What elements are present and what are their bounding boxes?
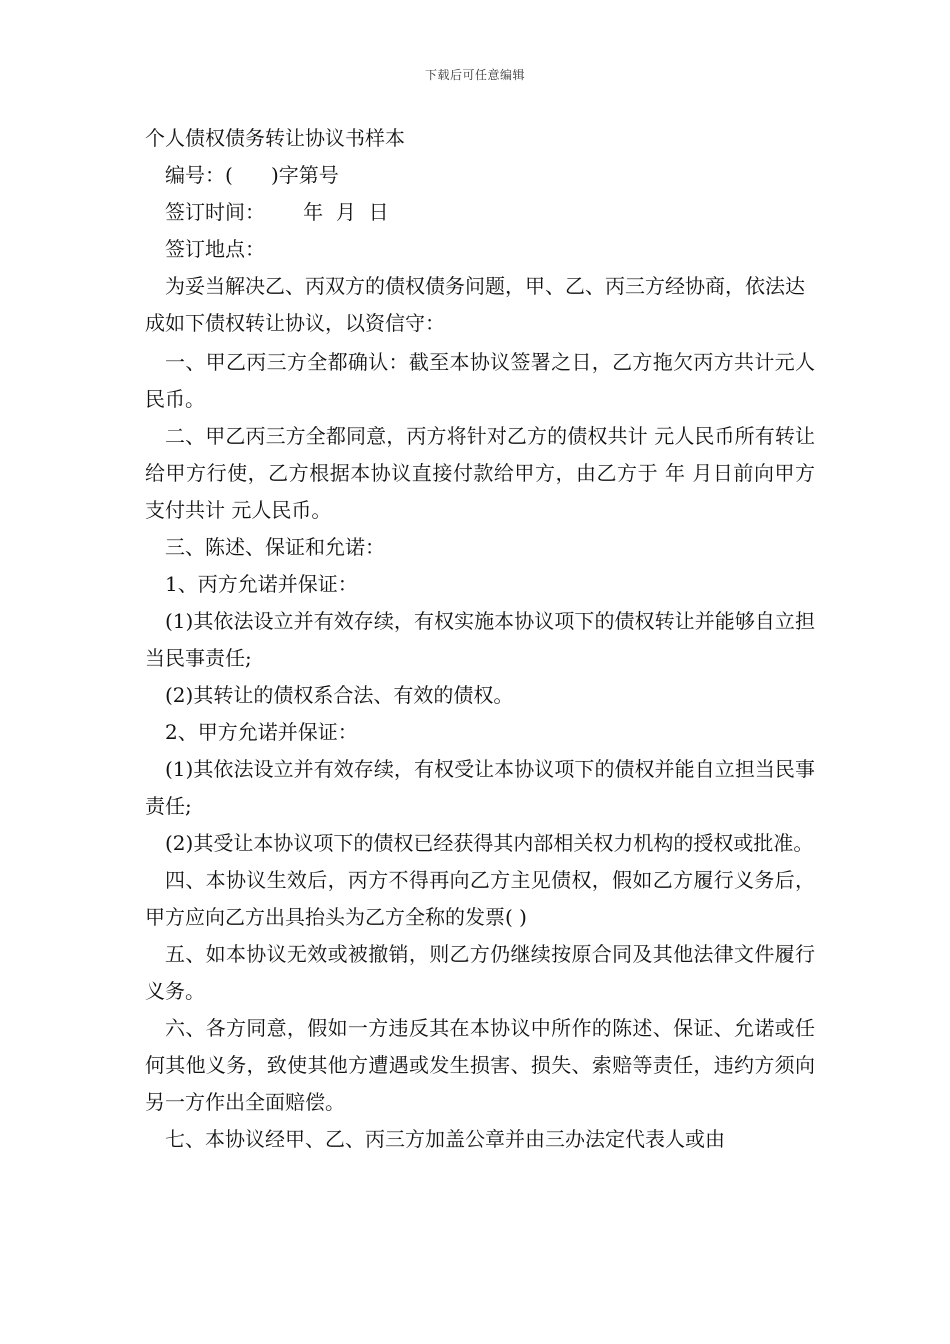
- clause-3-heading: 三、陈述、保证和允诺：: [165, 535, 385, 559]
- clause-3-1-item-1: (1)其依法设立并有效存续，有权实施本协议项下的债权转让并能够自立担当民事责任;: [145, 609, 815, 670]
- clause-2: 二、甲乙丙三方全都同意，丙方将针对乙方的债权共计 元人民币所有转让给甲方行使，乙方根据本协议直接付款给甲方，由乙方于 年 月日前向甲方支付共计 元人民币。: [145, 424, 815, 522]
- document-number: 编号：( )字第号: [165, 163, 339, 187]
- clause-1: 一、甲乙丙三方全都确认：截至本协议签署之日，乙方拖欠丙方共计元人民币。: [145, 350, 815, 411]
- clause-3-2-item-2: (2)其受让本协议项下的债权已经获得其内部相关权力机构的授权或批准。: [165, 831, 814, 855]
- document-title: 个人债权债务转让协议书样本: [145, 126, 405, 150]
- clause-4: 四、本协议生效后，丙方不得再向乙方主见债权，假如乙方履行义务后，甲方应向乙方出具抬头为乙方全称的发票( ): [145, 868, 815, 929]
- page-header-note: 下载后可任意编辑: [424, 68, 525, 82]
- intro-paragraph: 为妥当解决乙、丙双方的债权债务问题，甲、乙、丙三方经协商，依法达成如下债权转让协议，以资信守：: [145, 274, 805, 335]
- clause-5: 五、如本协议无效或被撤销，则乙方仍继续按原合同及其他法律文件履行义务。: [145, 942, 815, 1003]
- clause-3-1-heading: 1、丙方允诺并保证：: [165, 572, 358, 596]
- clause-6: 六、各方同意，假如一方违反其在本协议中所作的陈述、保证、允诺或任何其他义务，致使其他方遭遇或发生损害、损失、索赔等责任，违约方须向另一方作出全面赔偿。: [145, 1016, 815, 1114]
- document-body: [145, 120, 815, 1158]
- clause-7: 七、本协议经甲、乙、丙三方加盖公章并由三办法定代表人或由: [165, 1127, 725, 1151]
- clause-3-2-item-1: (1)其依法设立并有效存续，有权受让本协议项下的债权并能自立担当民事责任;: [145, 757, 815, 818]
- sign-place: 签订地点：: [165, 237, 265, 261]
- clause-3-2-heading: 2、甲方允诺并保证：: [165, 720, 358, 744]
- clause-3-1-item-2: (2)其转让的债权系合法、有效的债权。: [165, 683, 514, 707]
- sign-time: 签订时间： 年 月 日: [165, 200, 389, 224]
